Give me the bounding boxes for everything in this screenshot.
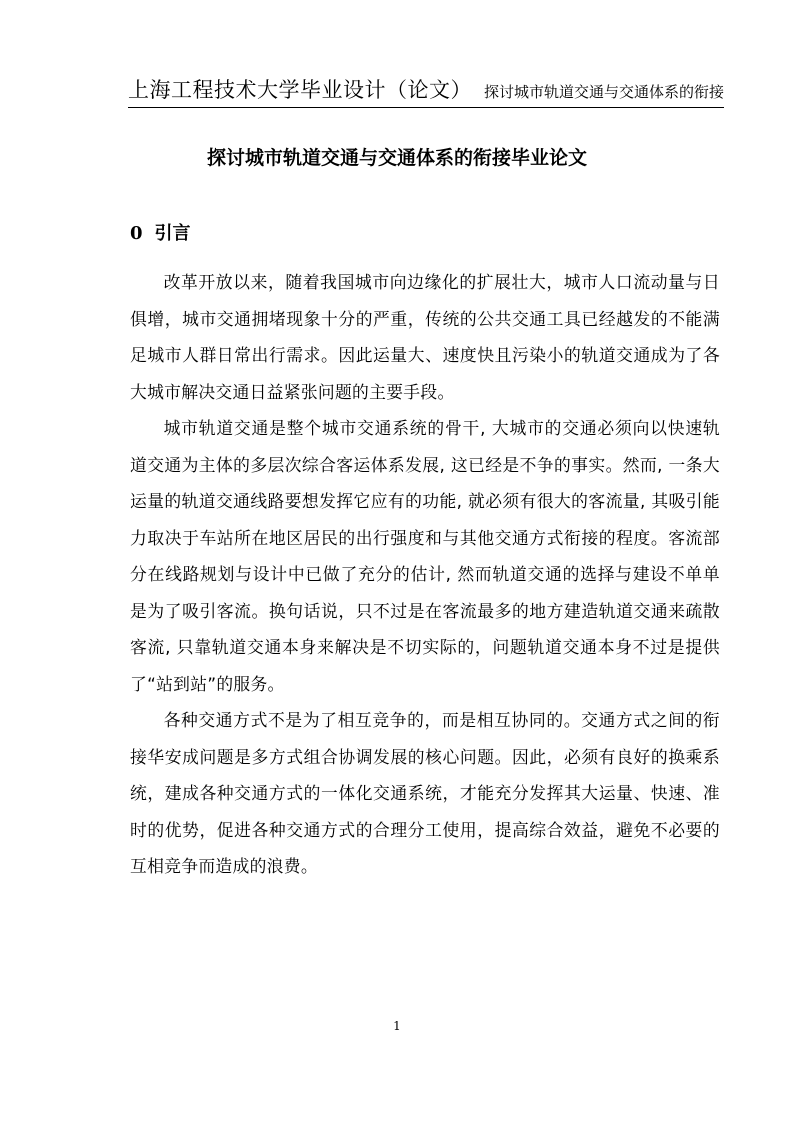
page-header	[128, 76, 724, 106]
paragraph: 城市轨道交通是整个城市交通系统的骨干, 大城市的交通必须向以快速轨道交通为主体的多层次综合客运体系发展, 这已经是不争的事实。然而, 一条大运量的轨道交通线路要想发挥它应有的功能, 就必须有很大的客流量, 其吸引能力取决于车站所在地区居民的出行强度和与其他交通方式衔接的程度。客流部分在线路规划与设计中已做了充分的估计, 然而轨道交通的选择与建设不单单是为了吸引客流。换句话说，只不过是在客流最多的地方建造轨道交通来疏散客流, 只靠轨道交通本身来解决是不切实际的，问题轨道交通本身不过是提供了“站到站”的服务。	[130, 418, 720, 694]
section-heading	[130, 220, 191, 248]
paragraph: 各种交通方式不是为了相互竞争的，而是相互协同的。交通方式之间的衔接华安成问题是多方式组合协调发展的核心问题。因此，必须有良好的换乘系统，建成各种交通方式的一体化交通系统，才能充分发挥其大运量、快速、准时的优势，促进各种交通方式的合理分工使用，提高综合效益，避免不必要的互相竞争而造成的浪费。	[130, 710, 720, 876]
section-number: 0	[130, 223, 143, 244]
page-number: 1	[393, 1019, 401, 1033]
body-text	[130, 264, 720, 885]
section-title: 引言	[154, 223, 191, 244]
paragraph: 改革开放以来，随着我国城市向边缘化的扩展壮大，城市人口流动量与日俱增，城市交通拥堵现象十分的严重，传统的公共交通工具已经越发的不能满足城市人群日常出行需求。因此运量大、速度快且污染小的轨道交通成为了各大城市解决交通日益紧张问题的主要手段。	[130, 272, 720, 402]
header-institution: 上海工程技术大学毕业设计（论文）	[128, 78, 472, 102]
header-divider	[128, 107, 724, 108]
header-thesis-title: 探讨城市轨道交通与交通体系的衔接	[483, 83, 724, 101]
document-title: 探讨城市轨道交通与交通体系的衔接毕业论文	[206, 147, 587, 169]
